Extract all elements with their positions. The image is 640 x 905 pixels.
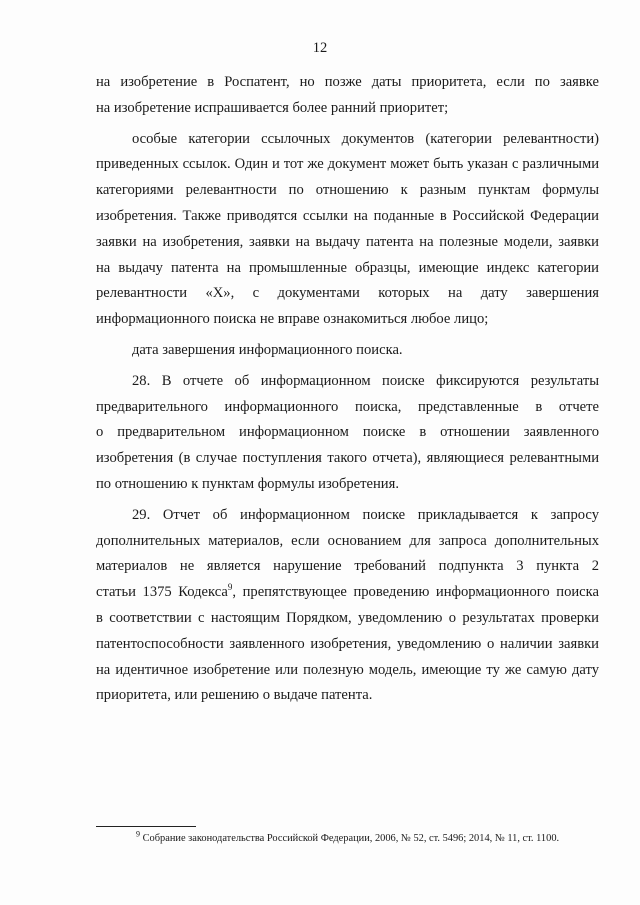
text-line: в соответствии с настоящим Порядком, уведомлению о результатах проверки bbox=[96, 609, 599, 626]
text-line: материалов не является нарушение требований подпункта 3 пункта 2 bbox=[96, 558, 599, 575]
text-line-with-footnote bbox=[96, 580, 599, 606]
text-line: по отношению к пунктам формулы изобретения. bbox=[96, 475, 399, 492]
text-line: дополнительных материалов, если основанием для запроса дополнительных bbox=[96, 532, 599, 549]
text-line: патентоспособности заявленного изобретения, уведомлению о наличии заявки bbox=[96, 635, 599, 652]
body-text bbox=[96, 70, 599, 709]
text-line: 29. Отчет об информационном поиске прикладывается к запросу bbox=[132, 506, 599, 523]
text-segment: статьи 1375 Кодекса bbox=[96, 584, 228, 601]
text-line: категориями релевантности по отношению к разным пунктам формулы bbox=[96, 182, 599, 199]
page-number: 12 bbox=[312, 40, 328, 56]
text-line: на изобретение в Роспатент, но позже даты приоритета, если по заявке bbox=[96, 74, 599, 90]
footnote-text: Собрание законодательства Российской Федерации, 2006, № 52, ст. 5496; 2014, № 11, ст. 1100. bbox=[142, 833, 560, 844]
text-line: приведенных ссылок. Один и тот же документ может быть указан с различными bbox=[96, 156, 599, 173]
text-line: о предварительном информационном поиске в отношении заявленного bbox=[96, 424, 599, 441]
text-line: на выдачу патента на промышленные образцы, имеющие индекс категории bbox=[96, 259, 599, 276]
text-line: дата завершения информационного поиска. bbox=[132, 341, 403, 358]
footnote-reference[interactable]: 9 bbox=[227, 582, 233, 593]
text-line: предварительного информационного поиска, представленные в отчете bbox=[96, 398, 599, 415]
text-line: на идентичное изобретение или полезную модель, имеющие ту же самую дату bbox=[96, 661, 599, 678]
text-line: приоритета, или решению о выдаче патента. bbox=[96, 687, 373, 704]
text-line: информационного поиска не вправе ознакомиться любое лицо; bbox=[96, 311, 489, 328]
text-segment: , препятствующее проведению информационного поиска bbox=[232, 584, 599, 601]
text-line: изобретения. Также приводятся ссылки на поданные в Российской Федерации bbox=[96, 207, 599, 224]
text-line: заявки на изобретения, заявки на выдачу патента на полезные модели, заявки bbox=[96, 233, 599, 250]
footnote-mark: 9 bbox=[136, 829, 140, 839]
footnote-divider bbox=[96, 826, 196, 827]
text-line: на изобретение испрашивается более ранний приоритет; bbox=[96, 99, 449, 116]
text-line: 28. В отчете об информационном поиске фиксируются результаты bbox=[132, 372, 599, 389]
text-line: релевантности «Х», с документами которых на дату завершения bbox=[96, 285, 599, 302]
footnote bbox=[136, 829, 560, 844]
text-line: особые категории ссылочных документов (категории релевантности) bbox=[132, 130, 599, 147]
text-line: изобретения (в случае поступления такого отчета), являющиеся релевантными bbox=[96, 450, 599, 467]
